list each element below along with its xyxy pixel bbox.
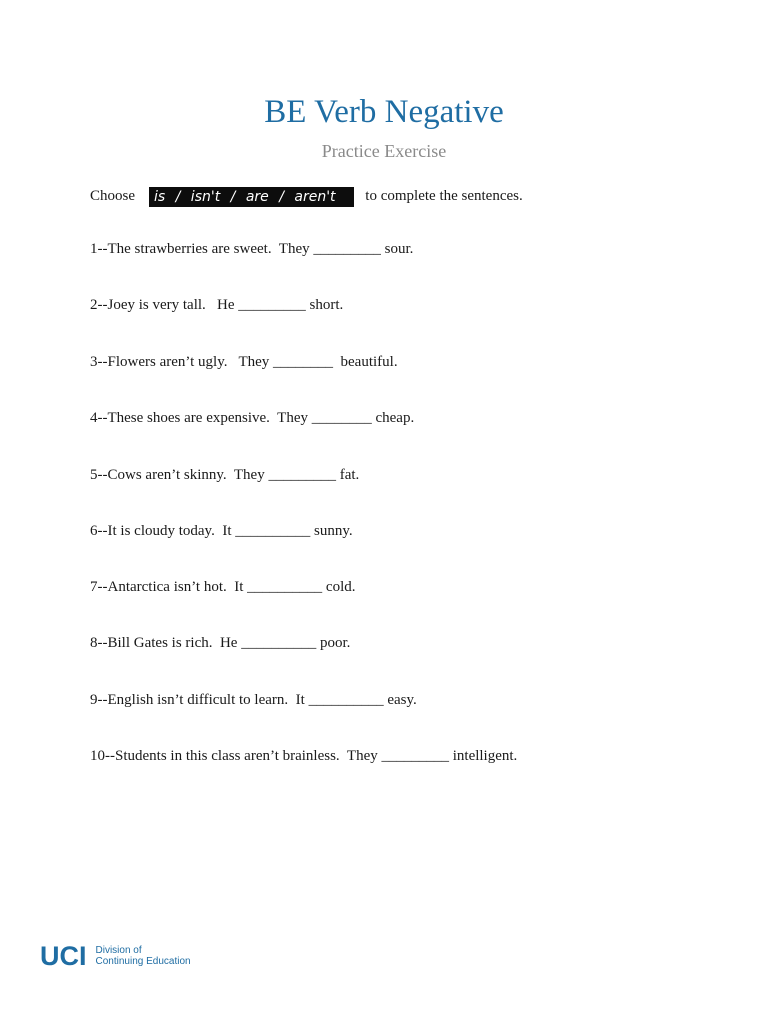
- uci-logo: [40, 942, 191, 970]
- exercise-sentence-7: 7--Antarctica isn’t hot. It __________ cold.: [90, 579, 356, 595]
- logo-line-division: Division of: [95, 945, 142, 956]
- exercise-sentence-9: 9--English isn’t difficult to learn. It __________ easy.: [90, 692, 417, 708]
- uci-logo-mark: UCI: [40, 941, 87, 971]
- word-choices-box: is / isn't / are / aren't: [149, 187, 354, 207]
- page-title: BE Verb Negative: [264, 94, 504, 130]
- exercise-sentence-10: 10--Students in this class aren’t brainless. They _________ intelligent.: [90, 748, 518, 764]
- instructions-prefix: Choose: [90, 188, 135, 204]
- exercise-sentence-6: 6--It is cloudy today. It __________ sunny.: [90, 523, 353, 539]
- uci-logo-text: [96, 945, 191, 967]
- exercise-sentence-2: 2--Joey is very tall. He _________ short.: [90, 297, 344, 313]
- page-subtitle: Practice Exercise: [321, 141, 447, 161]
- exercise-sentence-8: 8--Bill Gates is rich. He __________ poor.: [90, 635, 351, 651]
- instructions: [90, 185, 730, 207]
- exercise-sentence-1: 1--The strawberries are sweet. They _________ sour.: [90, 241, 414, 257]
- logo-line-continuing-education: Continuing Education: [95, 956, 191, 967]
- exercise-sentence-3: 3--Flowers aren’t ugly. They ________ beautiful.: [90, 354, 398, 370]
- instructions-suffix: to complete the sentences.: [365, 188, 523, 204]
- exercise-sentence-5: 5--Cows aren’t skinny. They _________ fat.: [90, 467, 360, 483]
- exercise-sentence-4: 4--These shoes are expensive. They ________ cheap.: [90, 410, 415, 426]
